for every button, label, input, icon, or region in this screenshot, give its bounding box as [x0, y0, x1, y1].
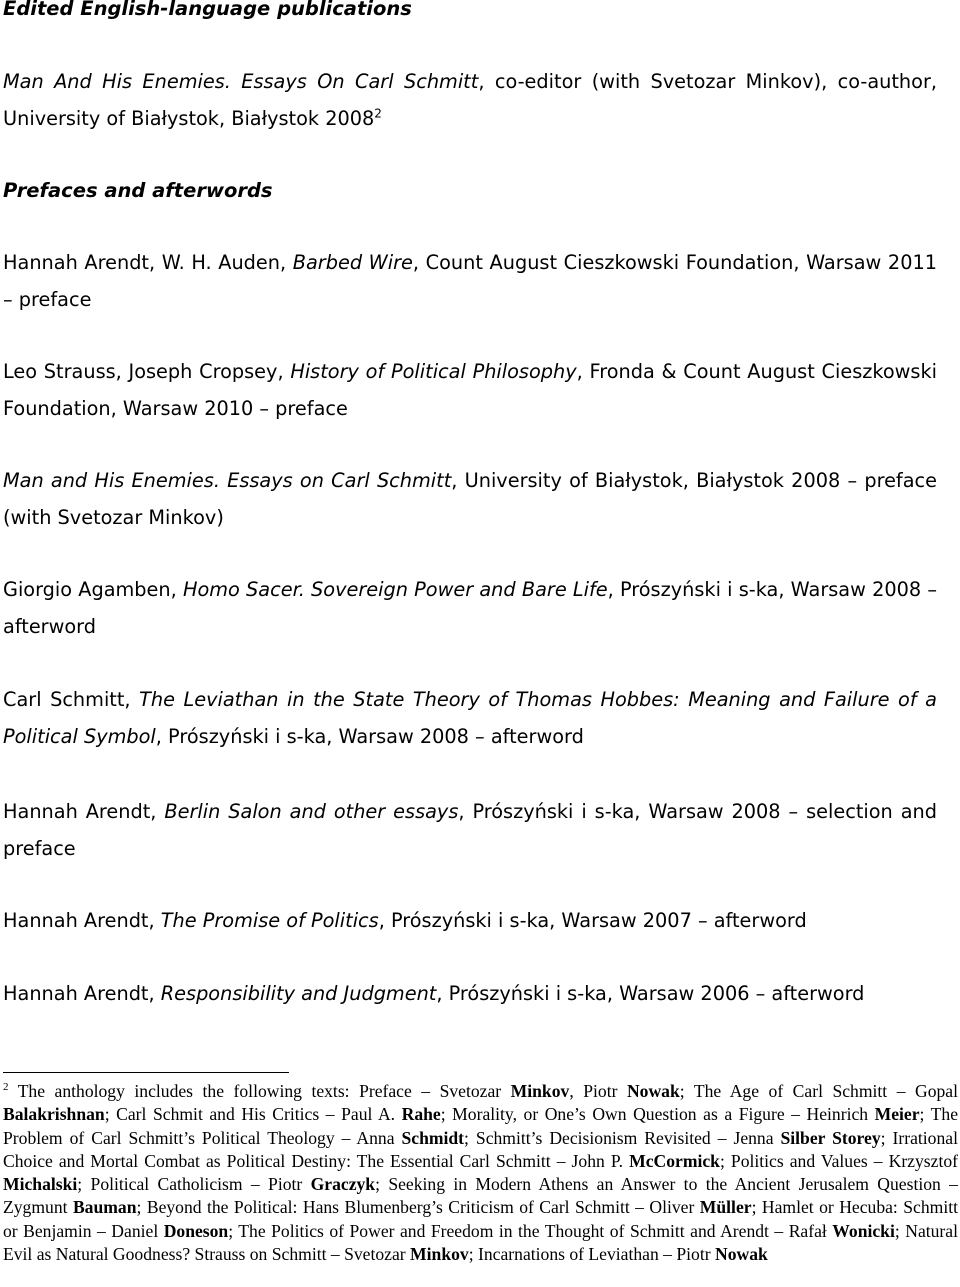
- entry-author: Wonicki: [832, 1220, 895, 1241]
- entry-separator: ;: [679, 1081, 694, 1101]
- entry-separator: ;: [880, 1127, 893, 1148]
- entry-author: Nowak: [714, 1244, 768, 1265]
- item-author: Hannah Arendt,: [3, 909, 161, 932]
- entry-author: Michalski: [3, 1174, 78, 1195]
- item-title: Barbed Wire: [292, 251, 413, 274]
- entry-text: Hamlet or Hecuba: Schmitt or Benjamin – Daniel: [3, 1197, 958, 1241]
- edited-item: [3, 64, 937, 137]
- preface-item: [3, 572, 937, 645]
- preface-item: [3, 354, 937, 427]
- item-details: , Fronda & Count August Cieszkowski Foundation, Warsaw 2010 – preface: [3, 360, 937, 420]
- item-title: Man And His Enemies. Essays On Carl Schmitt: [3, 70, 479, 93]
- entry-text: Seeking in Modern Athens an Answer to the Ancient Jerusalem Question – Zygmunt: [3, 1174, 958, 1218]
- item-details: , Prószyński i s-ka, Warsaw 2008 – selection and preface: [3, 800, 937, 860]
- entry-author: Doneson: [163, 1220, 229, 1241]
- footnote-entry: [583, 1081, 694, 1101]
- item-details: , University of Białystok, Białystok 2008 – preface (with Svetozar Minkov): [3, 469, 937, 529]
- section-heading-prefaces: Prefaces and afterwords: [3, 179, 273, 202]
- entry-author: Nowak: [626, 1081, 680, 1101]
- item-details: , Prószyński i s-ka, Warsaw 2008 – afterword: [155, 724, 584, 748]
- entry-author: Meier: [874, 1104, 920, 1125]
- item-author: Giorgio Agamben,: [3, 578, 183, 601]
- footnote-ref: 2: [374, 106, 382, 121]
- entry-separator: ;: [136, 1197, 147, 1218]
- item-details: , Prószyński i s-ka, Warsaw 2006 – afterword: [436, 982, 865, 1005]
- footnote-entries: [3, 1081, 958, 1264]
- entry-text: Political Catholicism – Piotr: [90, 1174, 311, 1195]
- entry-text: Beyond the Political: Hans Blumenberg’s Criticism of Carl Schmitt – Oliver: [146, 1197, 700, 1218]
- item-author: Hannah Arendt, W. H. Auden,: [3, 251, 293, 274]
- footnote-entry: [147, 1197, 762, 1217]
- preface-item: [3, 682, 937, 755]
- entry-author: Graczyk: [310, 1174, 376, 1195]
- footnote-entry: [478, 1244, 768, 1264]
- preface-item: [3, 794, 937, 867]
- entry-separator: ;: [440, 1104, 453, 1125]
- preface-item: [3, 245, 937, 318]
- preface-item: [3, 903, 937, 940]
- item-title: Homo Sacer. Sovereign Power and Bare Life: [182, 578, 608, 601]
- entry-author: Müller: [699, 1197, 752, 1218]
- entry-author: McCormick: [629, 1150, 720, 1171]
- entry-text: Schmitt’s Decisionism Revisited – Jenna: [475, 1127, 781, 1148]
- entry-separator: ,: [569, 1081, 584, 1101]
- footnote-entry: [359, 1081, 583, 1101]
- entry-separator: ;: [919, 1104, 931, 1125]
- footnote-intro: The anthology includes the following texts:: [17, 1081, 360, 1101]
- entry-separator: ;: [77, 1174, 91, 1195]
- footnote-entry: [476, 1128, 893, 1148]
- footnote-entry: [452, 1104, 931, 1124]
- entry-text: Preface – Svetozar: [359, 1081, 511, 1101]
- item-details: , co-editor (with Svetozar Minkov), co-author, University of Białystok, Białystok 2008: [3, 70, 938, 130]
- entry-separator: ;: [751, 1197, 762, 1218]
- item-title: Man and His Enemies. Essays on Carl Schmitt: [3, 469, 452, 492]
- footnote: [3, 1080, 958, 1266]
- entry-text: Morality, or One’s Own Question as a Figure – Heinrich: [452, 1104, 875, 1125]
- entry-text: Incarnations of Leviathan – Piotr: [478, 1244, 715, 1265]
- entry-separator: ;: [228, 1220, 239, 1241]
- entry-text: Natural Evil as Natural Goodness? Strauss on Schmitt – Svetozar: [3, 1220, 958, 1265]
- item-title: The Promise of Politics: [160, 909, 379, 932]
- entry-separator: ;: [464, 1127, 476, 1148]
- item-author: Hannah Arendt,: [3, 800, 165, 823]
- entry-separator: ;: [375, 1174, 389, 1195]
- entry-separator: ;: [104, 1104, 117, 1125]
- entry-text: The Problem of Carl Schmitt’s Political Theology – Anna: [3, 1104, 959, 1148]
- footnote-entry: [116, 1104, 452, 1124]
- item-details: , Prószyński i s-ka, Warsaw 2008 – afterword: [3, 578, 937, 638]
- entry-author: Rahe: [401, 1104, 441, 1125]
- entry-text: The Politics of Power and Freedom in the Thought of Schmitt and Arendt – Rafał: [238, 1220, 833, 1241]
- entry-text: Politics and Values – Krzysztof: [730, 1150, 958, 1171]
- footnote-entry: [238, 1221, 905, 1241]
- entry-author: Silber Storey: [780, 1127, 881, 1148]
- entry-text: Piotr: [583, 1081, 627, 1101]
- footnote-number: 2: [3, 1081, 9, 1094]
- entry-text: The Age of Carl Schmitt – Gopal: [693, 1081, 958, 1101]
- entry-text: Carl Schmit and His Critics – Paul A.: [116, 1104, 402, 1125]
- section-heading-edited: Edited English-language publications: [3, 0, 412, 20]
- footnote-separator: [3, 1072, 289, 1073]
- entry-author: Balakrishnan: [3, 1104, 105, 1125]
- item-details: , Prószyński i s-ka, Warsaw 2007 – afterword: [378, 909, 807, 932]
- item-author: Hannah Arendt,: [3, 982, 161, 1005]
- preface-item: [3, 463, 937, 536]
- entry-separator: ;: [468, 1244, 479, 1265]
- item-title: The Leviathan in the State Theory of Thomas Hobbes: Meaning and Failure of a Political Symbol: [3, 688, 937, 748]
- item-title: Responsibility and Judgment: [160, 982, 437, 1005]
- footnote-entry: [91, 1174, 389, 1194]
- entry-author: Minkov: [510, 1081, 570, 1101]
- item-title: History of Political Philosophy: [290, 360, 577, 383]
- item-title: Berlin Salon and other essays: [164, 800, 459, 823]
- entry-separator: ;: [719, 1150, 731, 1171]
- entry-author: Bauman: [72, 1197, 137, 1218]
- entry-author: Schmidt: [401, 1127, 465, 1148]
- item-details: , Count August Cieszkowski Foundation, Warsaw 2011 – preface: [3, 251, 937, 311]
- item-author: Leo Strauss, Joseph Cropsey,: [3, 360, 291, 383]
- item-author: Carl Schmitt,: [3, 688, 140, 711]
- entry-author: Minkov: [410, 1244, 469, 1265]
- entry-separator: ;: [894, 1220, 906, 1241]
- preface-item: [3, 976, 937, 1013]
- entry-text: Irrational Choice and Mortal Combat as Political Destiny: The Essential Carl Schmitt – John P.: [3, 1127, 958, 1171]
